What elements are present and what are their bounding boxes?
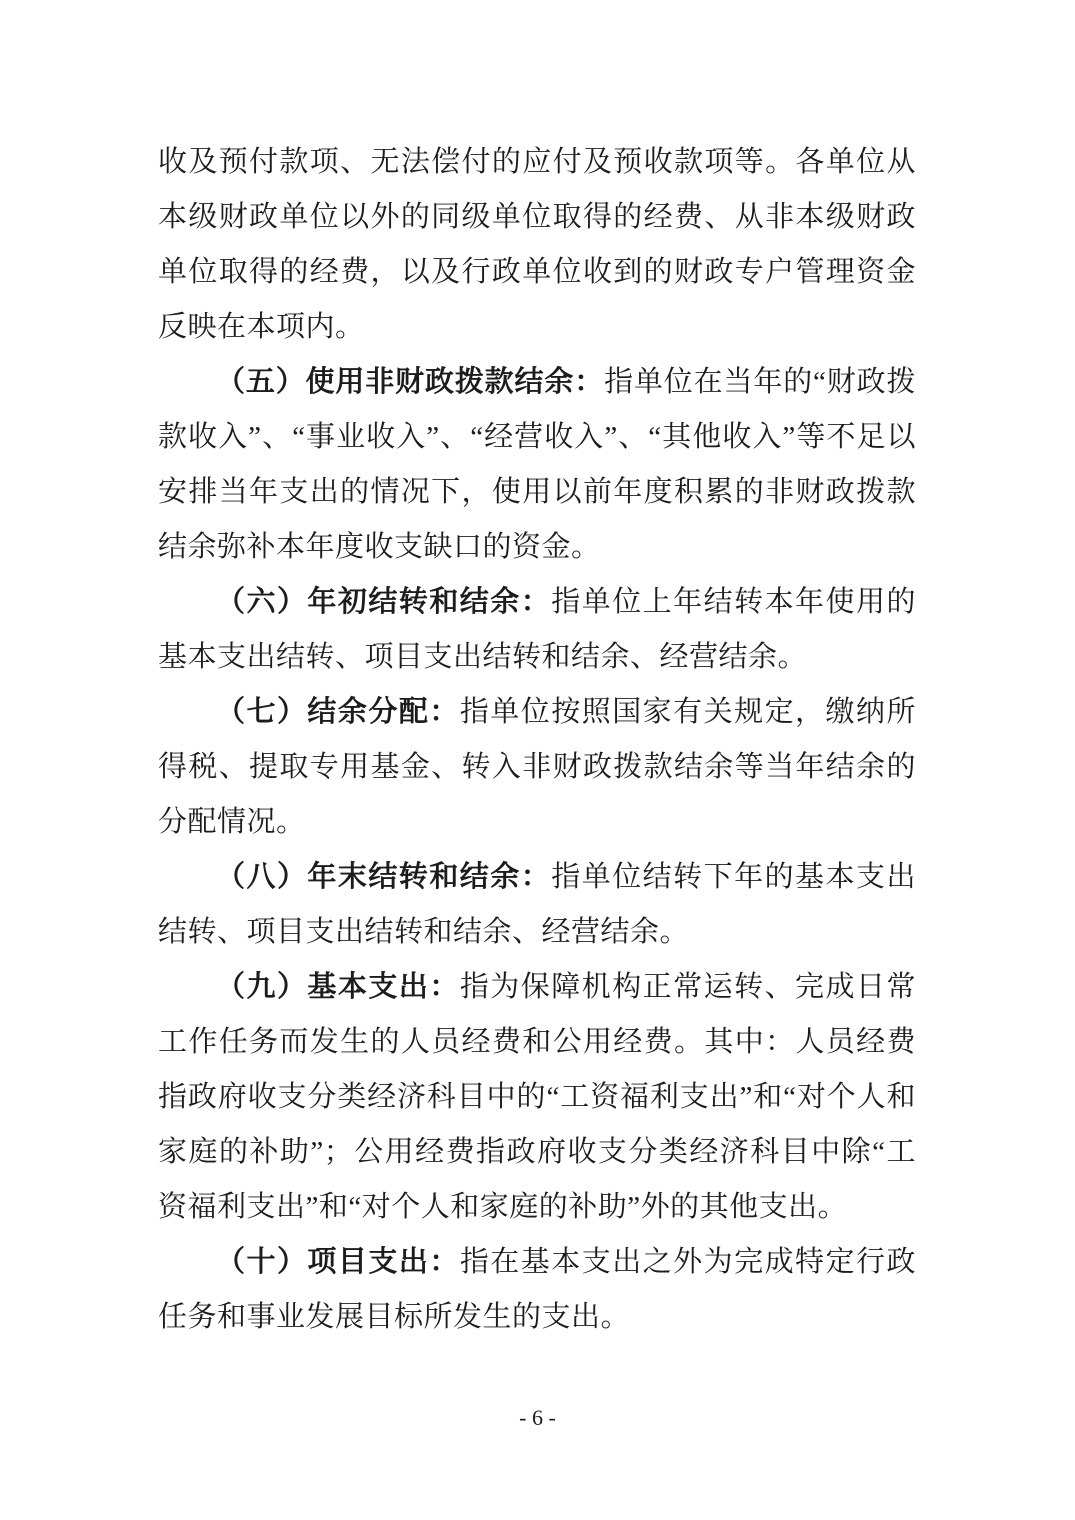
paragraph-text: 指单位按照国家有关规定，缴纳所得税、提取专用基金、转入非财政拨款结余等当年结余的分配情况。 — [158, 696, 916, 838]
document-body — [158, 135, 916, 1345]
section-heading: （九）基本支出： — [216, 971, 460, 1003]
paragraph — [158, 575, 916, 685]
paragraph-text: 指在基本支出之外为完成特定行政任务和事业发展目标所发生的支出。 — [158, 1246, 916, 1333]
paragraph — [158, 850, 916, 960]
paragraph-text: 指单位上年结转本年使用的基本支出结转、项目支出结转和结余、经营结余。 — [158, 586, 916, 673]
section-heading: （五）使用非财政拨款结余： — [216, 366, 605, 398]
section-heading: （八）年末结转和结余： — [216, 861, 552, 893]
page-number: - 6 - — [519, 1405, 556, 1430]
paragraph-text: 指单位在当年的“财政拨款收入”、“事业收入”、“经营收入”、“其他收入”等不足以安排当年支出的情况下，使用以前年度积累的非财政拨款结余弥补本年度收支缺口的资金。 — [158, 366, 916, 563]
paragraph — [158, 960, 916, 1235]
section-heading: （七）结余分配： — [216, 696, 460, 728]
paragraph-text: 指为保障机构正常运转、完成日常工作任务而发生的人员经费和公用经费。其中：人员经费指政府收支分类经济科目中的“工资福利支出”和“对个人和家庭的补助”；公用经费指政府收支分类经济科目中除“工资福利支出”和“对个人和家庭的补助”外的其他支出。 — [158, 971, 916, 1223]
paragraph-text: 收及预付款项、无法偿付的应付及预收款项等。各单位从本级财政单位以外的同级单位取得的经费、从非本级财政单位取得的经费，以及行政单位收到的财政专户管理资金反映在本项内。 — [158, 146, 916, 343]
section-heading: （十）项目支出： — [216, 1246, 460, 1278]
paragraph — [158, 685, 916, 850]
section-heading: （六）年初结转和结余： — [216, 586, 552, 618]
page-footer — [0, 1398, 1075, 1438]
paragraph — [158, 1235, 916, 1345]
paragraph-text: 指单位结转下年的基本支出结转、项目支出结转和结余、经营结余。 — [158, 861, 916, 948]
paragraph — [158, 355, 916, 575]
paragraph — [158, 135, 916, 355]
